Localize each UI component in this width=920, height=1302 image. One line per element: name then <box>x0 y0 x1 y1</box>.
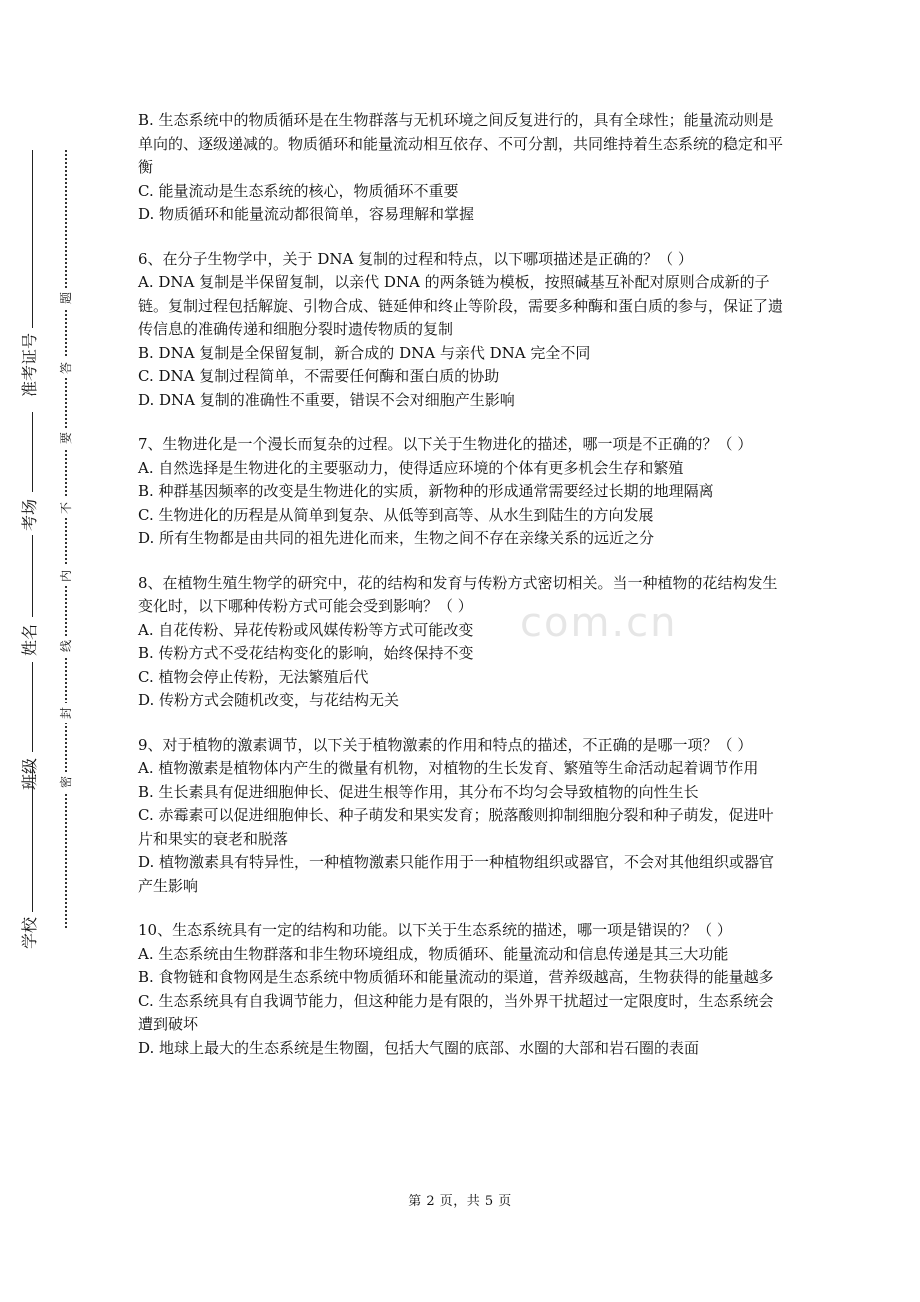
question-8 <box>138 572 786 713</box>
binding-margin <box>0 0 120 1302</box>
seal-char: 要 <box>55 428 75 448</box>
school-label: 学校 <box>19 917 39 950</box>
option-d: D. 植物激素具有特异性，一种植物激素只能作用于一种植物组织或器官，不会对其他组织或器官产生影响 <box>138 853 775 895</box>
option-a: A. 自然选择是生物进化的主要驱动力，使得适应环境的个体有更多机会生存和繁殖 <box>138 458 684 477</box>
question-list <box>138 109 786 1081</box>
question-6 <box>138 248 786 413</box>
name-label: 姓名 <box>19 624 39 657</box>
exam-room-underline <box>32 412 33 492</box>
question-stem: 6、在分子生物学中，关于 DNA 复制的过程和特点，以下哪项描述是正确的？（ ） <box>138 249 693 268</box>
option-d: D. 地球上最大的生态系统是生物圈，包括大气圈的底部、水圈的大部和岩石圈的表面 <box>138 1038 700 1057</box>
option-a: A. 植物激素是植物体内产生的微量有机物，对植物的生长发育、繁殖等生命活动起着调节作用 <box>138 759 759 777</box>
seal-char: 线 <box>55 636 75 656</box>
question-stem: 8、在植物生殖生物学的研究中，花的结构和发育与传粉方式密切相关。当一种植物的花结构发生变化时，以下哪种传粉方式可能会受到影响？（ ） <box>138 573 778 615</box>
option-b: B. 生长素具有促进细胞伸长、促进生根等作用，其分布不均匀会导致植物的向性生长 <box>138 782 699 801</box>
option-a: A. DNA 复制是半保留复制，以亲代 DNA 的两条链为模板，按照碱基互补配对原则合成新的子链。复制过程包括解旋、引物合成、链延伸和终止等阶段，需要多种酶和蛋白质的参与，保证了遗传信息的准确传递和细胞分裂时遗传物质的复制 <box>138 273 784 338</box>
option-c: C. 赤霉素可以促进细胞伸长、种子萌发和果实发育；脱落酸则抑制细胞分裂和种子萌发，促进叶片和果实的衰老和脱落 <box>138 806 774 848</box>
option-c: C. 植物会停止传粉，无法繁殖后代 <box>138 667 369 686</box>
exam-room-label: 考场 <box>19 499 39 532</box>
question-5-continued <box>138 109 786 227</box>
option-a: A. 自花传粉、异花传粉或风媒传粉等方式可能改变 <box>138 620 474 639</box>
admission-number-underline <box>32 150 33 328</box>
question-9 <box>138 734 786 899</box>
page-number: 第 2 页，共 5 页 <box>408 1194 512 1209</box>
option-b: B. 生态系统中的物质循环是在生物群落与无机环境之间反复进行的，具有全球性；能量流动则是单向的、逐级递减的。物质循环和能量流动相互依存、不可分割，共同维持着生态系统的稳定和平衡 <box>138 111 784 176</box>
option-d: D. 所有生物都是由共同的祖先进化而来，生物之间不存在亲缘关系的远近之分 <box>138 529 655 547</box>
option-b: B. 食物链和食物网是生态系统中物质循环和能量流动的渠道，营养级越高，生物获得的能量越多 <box>138 968 774 986</box>
seal-char: 不 <box>55 498 75 518</box>
option-c: C. 能量流动是生态系统的核心，物质循环不重要 <box>138 181 459 200</box>
admission-number-label: 准考证号 <box>19 333 39 398</box>
question-stem: 9、对于植物的激素调节，以下关于植物激素的作用和特点的描述，不正确的是哪一项？（ ） <box>138 735 753 754</box>
seal-char: 密 <box>55 772 75 792</box>
option-d: D. 传粉方式会随机改变，与花结构无关 <box>138 691 400 709</box>
class-label: 班级 <box>19 758 39 791</box>
seal-char: 答 <box>55 358 75 378</box>
option-d: D. 物质循环和能量流动都很简单，容易理解和掌握 <box>138 205 475 223</box>
option-a: A. 生态系统由生物群落和非生物环境组成，物质循环、能量流动和信息传递是其三大功能 <box>138 944 729 963</box>
question-stem: 7、生物进化是一个漫长而复杂的过程。以下关于生物进化的描述，哪一项是不正确的？（ ） <box>138 435 753 453</box>
seal-char: 封 <box>55 703 75 723</box>
option-c: C. 生物进化的历程是从简单到复杂、从低等到高等、从水生到陆生的方向发展 <box>138 505 654 524</box>
option-b: B. DNA 复制是全保留复制，新合成的 DNA 与亲代 DNA 完全不同 <box>138 343 591 362</box>
option-b: B. 传粉方式不受花结构变化的影响，始终保持不变 <box>138 644 474 662</box>
question-7 <box>138 433 786 551</box>
question-stem: 10、生态系统具有一定的结构和功能。以下关于生态系统的描述，哪一项是错误的？（ ） <box>138 921 732 939</box>
name-underline <box>32 535 33 617</box>
seal-dotted-line <box>65 150 67 928</box>
option-c: C. 生态系统具有自我调节能力，但这种能力是有限的，当外界干扰超过一定限度时，生态系统会遭到破坏 <box>138 991 774 1033</box>
seal-char: 题 <box>55 288 75 308</box>
option-d: D. DNA 复制的准确性不重要，错误不会对细胞产生影响 <box>138 390 515 409</box>
watermark: com.cn <box>520 600 678 646</box>
option-c: C. DNA 复制过程简单，不需要任何酶和蛋白质的协助 <box>138 367 500 385</box>
option-b: B. 种群基因频率的改变是生物进化的实质，新物种的形成通常需要经过长期的地理隔离 <box>138 482 714 500</box>
class-underline <box>32 662 33 752</box>
seal-char: 内 <box>55 566 75 586</box>
question-10 <box>138 919 786 1060</box>
